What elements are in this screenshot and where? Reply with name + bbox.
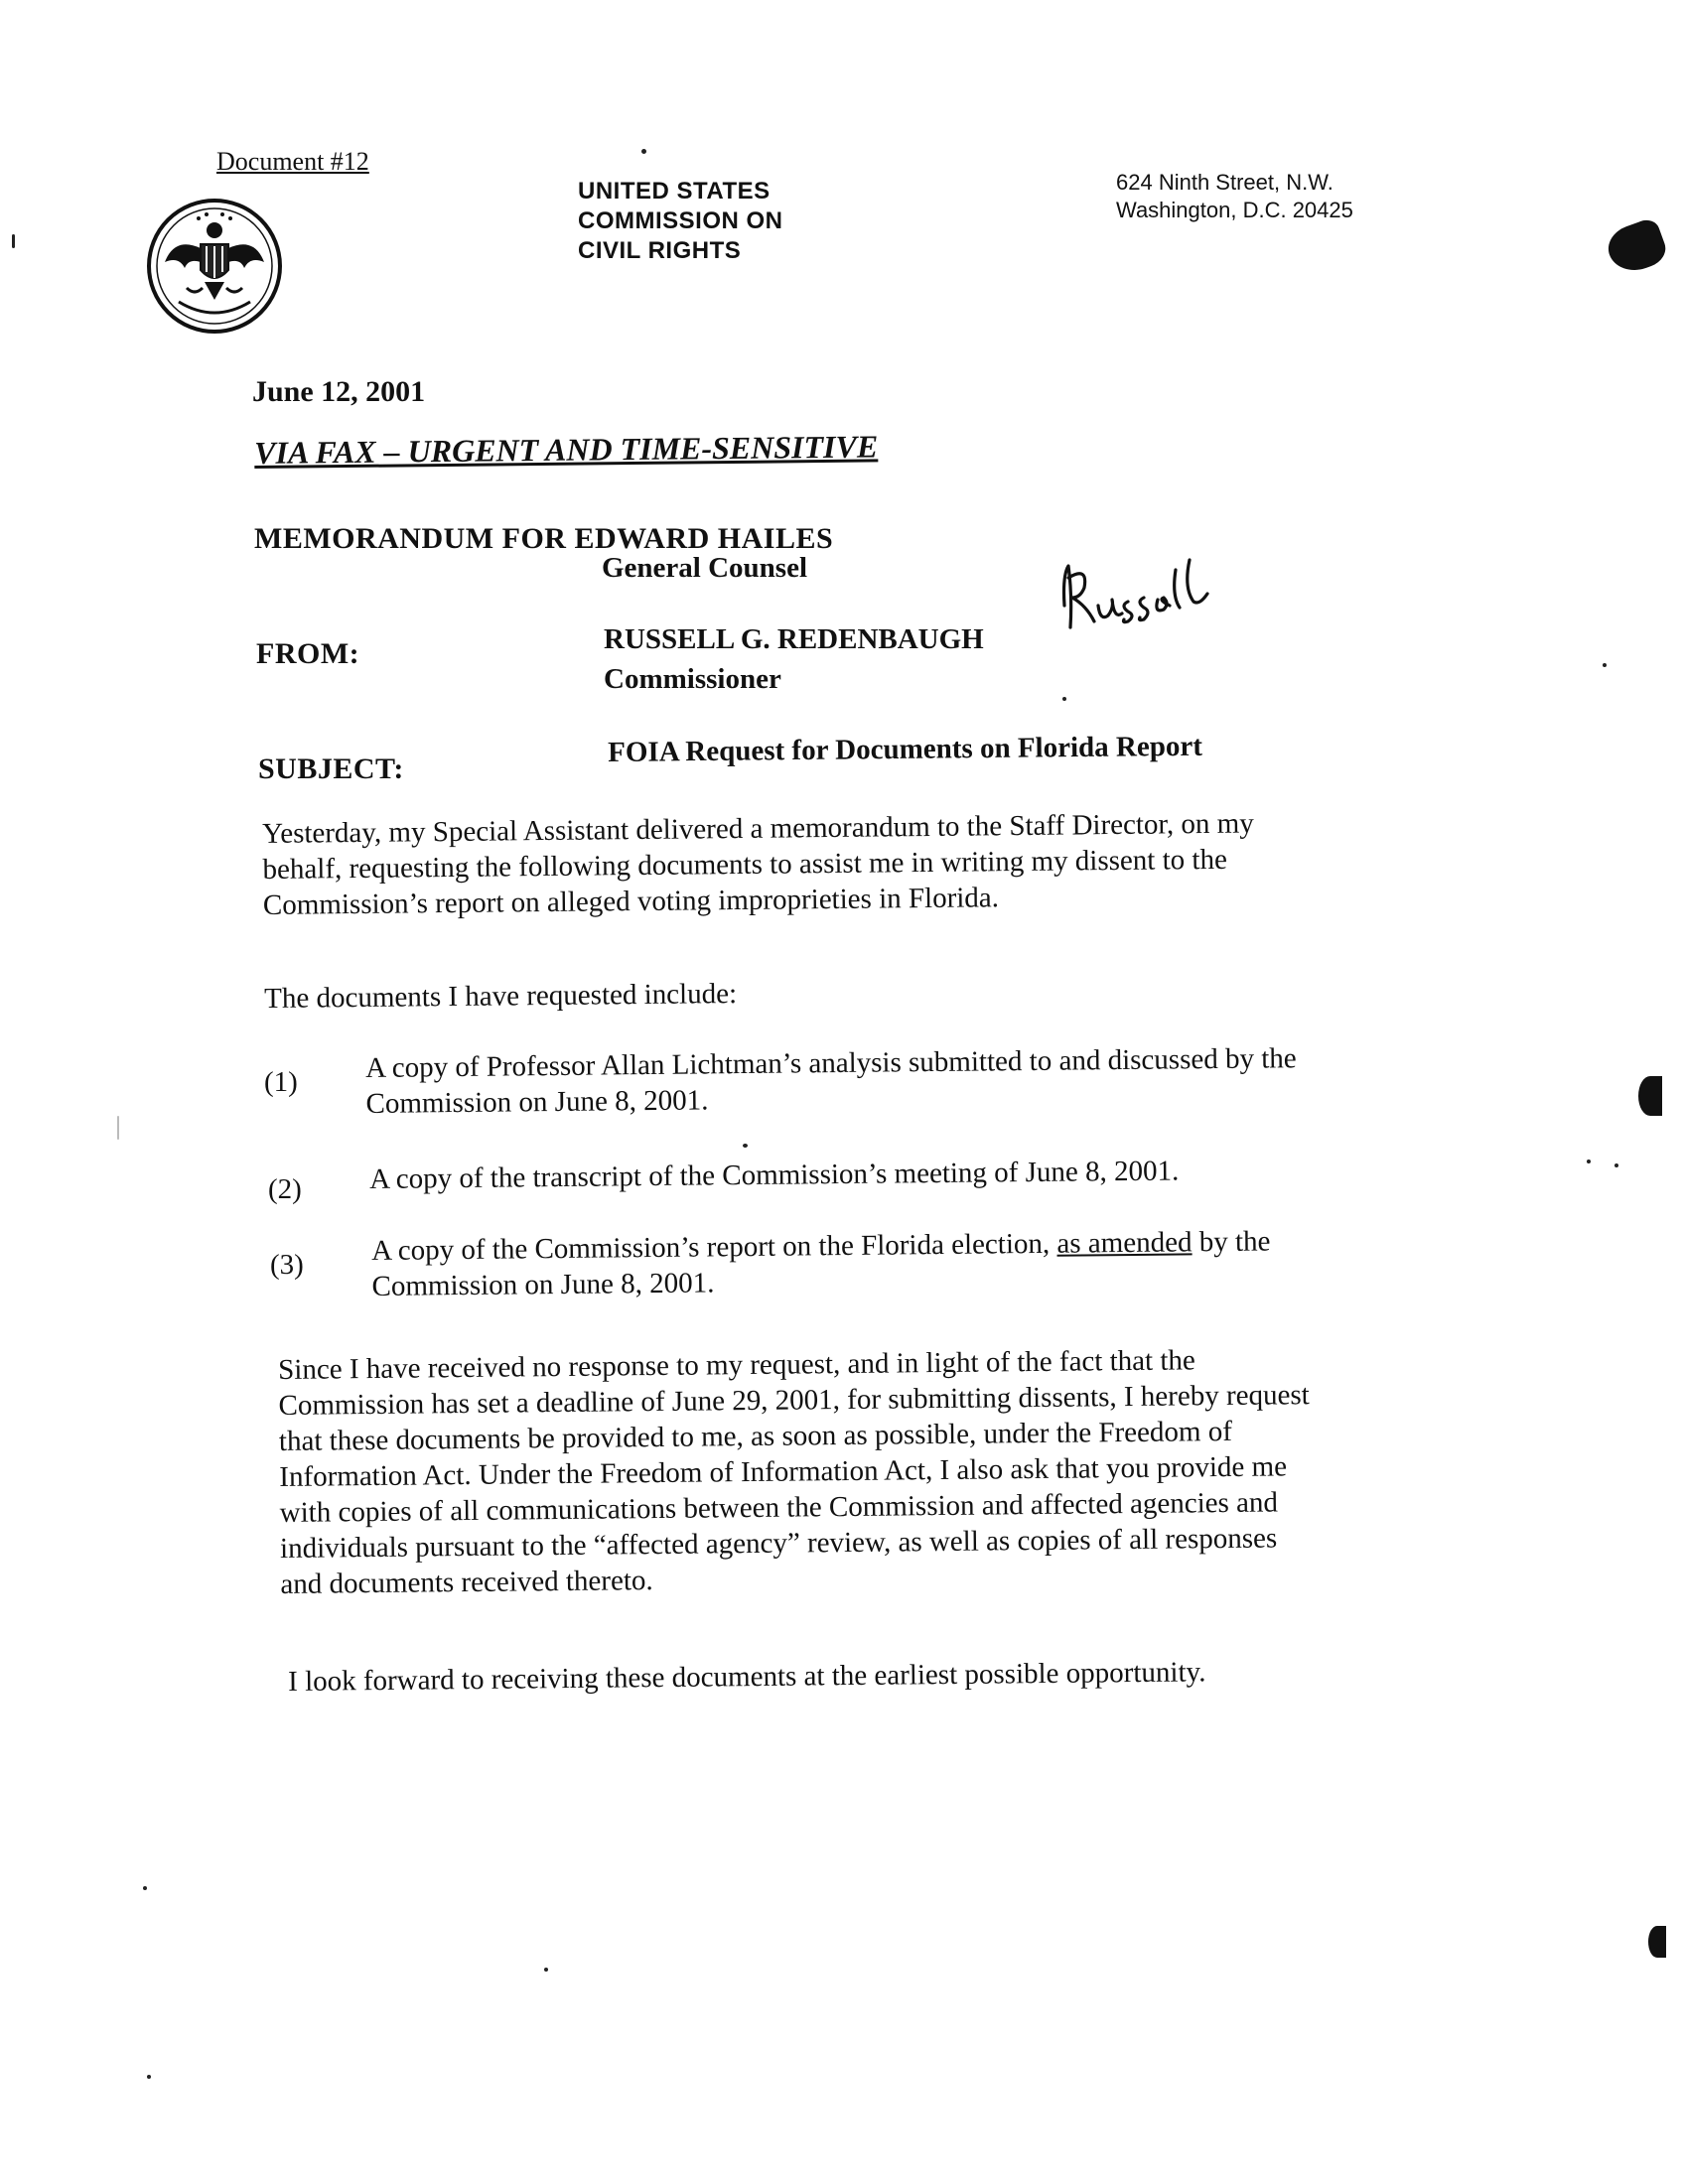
subject-label: SUBJECT: <box>258 752 404 785</box>
scan-artifact <box>1603 216 1670 278</box>
scan-speck <box>544 1968 548 1972</box>
address-line-2: Washington, D.C. 20425 <box>1116 198 1353 222</box>
scan-speck <box>147 2075 151 2079</box>
agency-address <box>1116 169 1353 224</box>
from-title: Commissioner <box>604 663 781 695</box>
list-item <box>365 1038 1459 1122</box>
scan-speck <box>1587 1160 1591 1163</box>
from-name: RUSSELL G. REDENBAUGH <box>604 623 984 655</box>
list-item-text: by the <box>1192 1225 1271 1259</box>
memo-date: June 12, 2001 <box>252 375 426 408</box>
scan-speck <box>1614 1163 1618 1167</box>
paragraph-3-line: Information Act. Under the Freedom of Information Act, I also ask that you provide me <box>279 1450 1288 1493</box>
from-label: FROM: <box>256 637 360 670</box>
great-seal-icon <box>145 197 284 336</box>
scan-speck <box>1603 663 1607 667</box>
document-label: Document #12 <box>216 147 369 176</box>
list-item <box>371 1221 1465 1304</box>
scan-artifact <box>1638 1076 1662 1116</box>
agency-line-2: COMMISSION ON <box>578 207 783 234</box>
list-item-line: Commission on June 8, 2001. <box>371 1267 715 1302</box>
subject-text: FOIA Request for Documents on Florida Report <box>608 730 1203 768</box>
paragraph-4: I look forward to receiving these documents at the earliest possible opportunity. <box>288 1656 1206 1698</box>
address-line-1: 624 Ninth Street, N.W. <box>1116 170 1333 195</box>
scan-speck <box>143 1886 147 1890</box>
list-item-line: Commission on June 8, 2001. <box>365 1084 709 1120</box>
paragraph-1-line: behalf, requesting the following documents to assist me in writing my dissent to the <box>262 843 1228 886</box>
paragraph-3 <box>278 1341 1312 1602</box>
scan-speck <box>743 1144 748 1148</box>
agency-line-3: CIVIL RIGHTS <box>578 237 742 264</box>
agency-line-1: UNITED STATES <box>578 178 771 205</box>
scan-artifact <box>1648 1926 1666 1958</box>
paragraph-2: The documents I have requested include: <box>264 978 738 1015</box>
paragraph-1 <box>262 806 1255 923</box>
paragraph-1-line: Yesterday, my Special Assistant delivered a memorandum to the Staff Director, on my <box>262 807 1254 850</box>
scan-speck <box>117 1116 119 1140</box>
paragraph-3-line: with copies of all communications between the Commission and affected agencies and <box>279 1486 1279 1529</box>
list-item-number: (2) <box>268 1173 302 1205</box>
handwritten-signature <box>1058 536 1227 655</box>
urgent-notice: VIA FAX – URGENT AND TIME-SENSITIVE <box>254 428 879 471</box>
scan-speck <box>641 149 646 154</box>
paragraph-3-line: individuals pursuant to the “affected agency” review, as well as copies of all responses <box>279 1522 1278 1565</box>
scan-speck <box>1062 697 1066 701</box>
paragraph-3-line: Since I have received no response to my request, and in light of the fact that the <box>278 1344 1195 1386</box>
list-item-number: (1) <box>264 1066 298 1098</box>
agency-name <box>578 177 783 266</box>
amended-emphasis: as amended <box>1056 1226 1193 1260</box>
memo-for-label: MEMORANDUM FOR EDWARD HAILES <box>254 522 834 555</box>
memo-for-title: General Counsel <box>602 552 808 584</box>
list-item-text: A copy of the Commission’s report on the Florida election, <box>371 1227 1057 1267</box>
list-item-line: A copy of Professor Allan Lichtman’s analysis submitted to and discussed by the <box>365 1042 1297 1084</box>
paragraph-3-line: Commission has set a deadline of June 29, 2001, for submitting dissents, I hereby request <box>278 1379 1310 1422</box>
paragraph-3-line: and documents received thereto. <box>280 1565 653 1600</box>
list-item <box>369 1150 1462 1197</box>
list-item-number: (3) <box>270 1249 304 1281</box>
paragraph-3-line: that these documents be provided to me, as soon as possible, under the Freedom of <box>278 1415 1233 1457</box>
paragraph-1-line: Commission’s report on alleged voting improprieties in Florida. <box>262 882 1000 921</box>
scan-speck <box>12 234 15 248</box>
list-item-line: A copy of the transcript of the Commission’s meeting of June 8, 2001. <box>369 1155 1180 1195</box>
